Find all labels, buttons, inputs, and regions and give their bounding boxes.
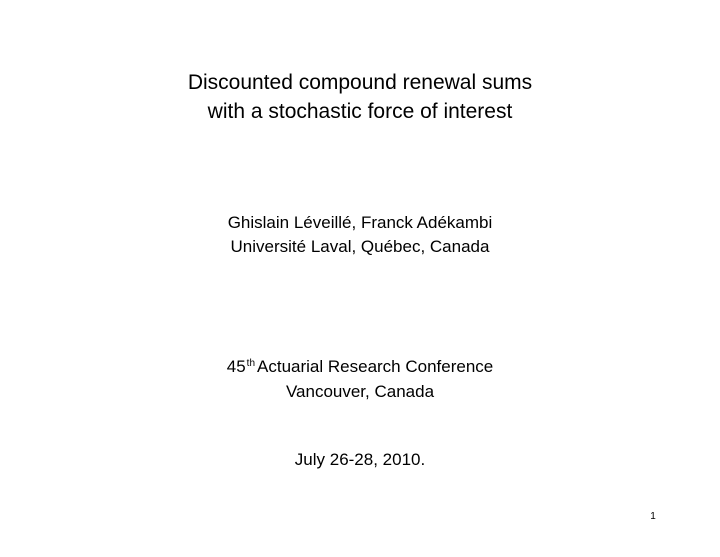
slide-title	[0, 68, 720, 126]
conference-number: 45	[226, 357, 246, 376]
page-number: 1	[650, 511, 656, 522]
conference-block	[0, 354, 720, 404]
author-block	[0, 211, 720, 259]
conference-location: Vancouver, Canada	[285, 382, 435, 401]
title-line-1: Discounted compound renewal sums	[187, 71, 533, 94]
conference-name: Actuarial Research Conference	[257, 357, 494, 376]
affiliation: Université Laval, Québec, Canada	[230, 237, 490, 256]
conference-date: July 26-28, 2010.	[294, 450, 426, 469]
title-line-2: with a stochastic force of interest	[207, 100, 513, 123]
conference-line	[0, 354, 720, 379]
authors: Ghislain Léveillé, Franck Adékambi	[227, 213, 493, 232]
conference-ordinal-suffix: th	[246, 358, 256, 369]
